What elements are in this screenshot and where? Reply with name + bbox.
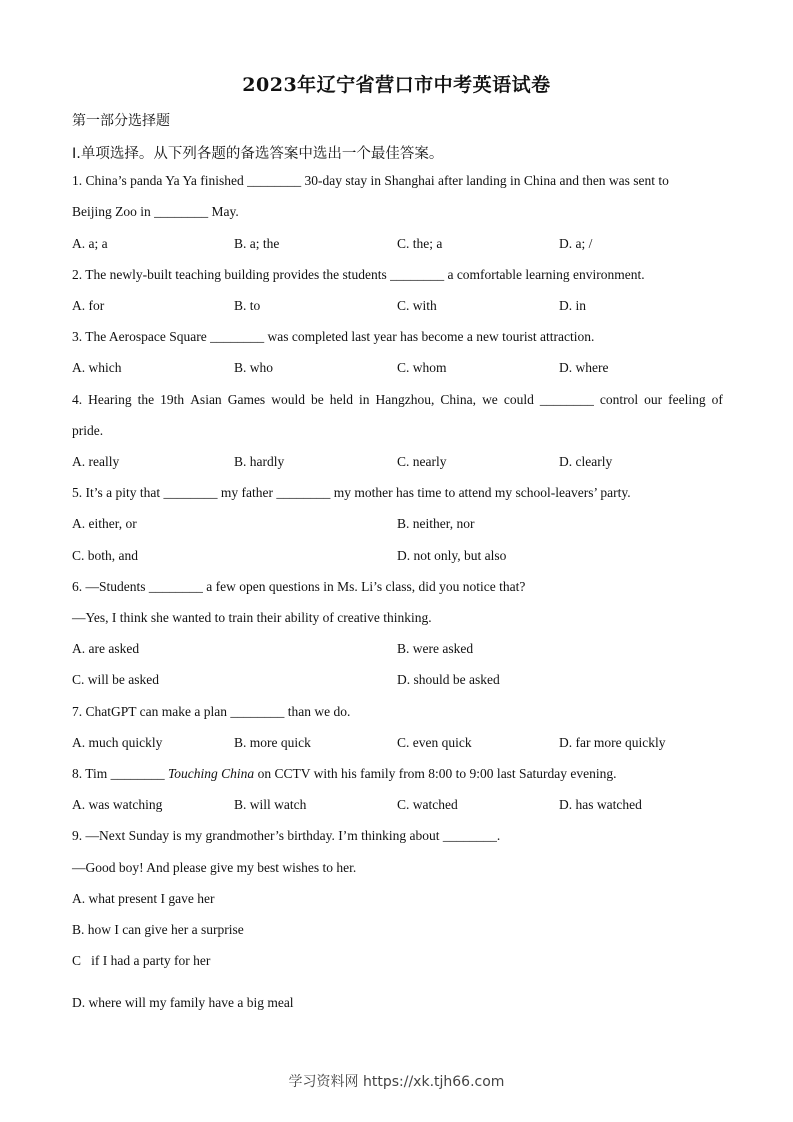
q5-option-a: A. either, or xyxy=(72,516,137,531)
q4-option-a: A. really xyxy=(72,454,120,469)
question-8 xyxy=(72,766,617,782)
footer-watermark: 学习资料网 https://xk.tjh66.com xyxy=(288,1074,505,1090)
q3-option-c: C. whom xyxy=(397,360,447,375)
q2-option-d: D. in xyxy=(559,298,586,313)
q8-text-before: 8. Tim ________ xyxy=(72,766,169,781)
q3-option-b: B. who xyxy=(234,360,274,375)
q4-word: Asian xyxy=(190,392,222,407)
q4-word: Games xyxy=(227,392,266,407)
instruction: Ⅰ.单项选择。从下列各题的备选答案中选出一个最佳答案。 xyxy=(72,146,444,162)
section-heading: 第一部分选择题 xyxy=(72,113,170,129)
q4-word: control xyxy=(599,392,639,407)
q6-option-c: C. will be asked xyxy=(72,672,159,687)
q9-option-b: B. how I can give her a surprise xyxy=(72,922,244,937)
q8-option-b: B. will watch xyxy=(234,797,307,812)
question-2: 2. The newly-built teaching building provides the students ________ a comfortable learning environment. xyxy=(72,267,645,282)
q4-word: the xyxy=(137,392,155,407)
question-6-line-2: —Yes, I think she wanted to train their ability of creative thinking. xyxy=(72,610,432,625)
q4-word: held xyxy=(329,392,353,407)
q8-option-a: A. was watching xyxy=(72,797,163,812)
question-6-line-1: 6. —Students ________ a few open questions in Ms. Li’s class, did you notice that? xyxy=(72,579,526,594)
question-1-line-2: Beijing Zoo in ________ May. xyxy=(72,204,239,219)
question-4-line-1 xyxy=(72,392,723,408)
question-7: 7. ChatGPT can make a plan ________ than we do. xyxy=(72,704,351,719)
q4-word: ________ xyxy=(539,392,594,407)
q5-option-c: C. both, and xyxy=(72,548,138,563)
q5-option-d: D. not only, but also xyxy=(397,548,507,563)
q6-option-d: D. should be asked xyxy=(397,672,500,687)
q6-option-b: B. were asked xyxy=(397,641,474,656)
q3-option-a: A. which xyxy=(72,360,122,375)
question-3: 3. The Aerospace Square ________ was completed last year has become a new tourist attraction. xyxy=(72,329,595,344)
q8-option-c: C. watched xyxy=(397,797,458,812)
q7-option-d: D. far more quickly xyxy=(559,735,666,750)
question-5: 5. It’s a pity that ________ my father ________ my mother has time to attend my school-leavers’ party. xyxy=(72,485,631,500)
q4-word: Hearing xyxy=(88,392,132,407)
q1-option-a: A. a; a xyxy=(72,236,108,251)
q4-option-c: C. nearly xyxy=(397,454,447,469)
page-title: 2023年辽宁省营口市中考英语试卷 xyxy=(242,74,551,96)
q4-word: 4. xyxy=(72,392,83,407)
q4-word: would xyxy=(271,392,305,407)
q2-option-c: C. with xyxy=(397,298,437,313)
question-1-line-1: 1. China’s panda Ya Ya finished ________ 30-day stay in Shanghai after landing in China and then was sent to xyxy=(72,173,669,188)
q8-program-title: Touching China xyxy=(168,766,255,781)
q3-option-d: D. where xyxy=(559,360,609,375)
q2-option-a: A. for xyxy=(72,298,105,313)
q9-option-d: D. where will my family have a big meal xyxy=(72,995,294,1010)
q8-option-d: D. has watched xyxy=(559,797,642,812)
q4-word: in xyxy=(359,392,370,407)
question-9-line-2: —Good boy! And please give my best wishes to her. xyxy=(72,860,357,875)
q1-option-b: B. a; the xyxy=(234,236,280,251)
q9-option-c: C if I had a party for her xyxy=(72,953,211,968)
q5-option-b: B. neither, nor xyxy=(397,516,475,531)
q9-option-a: A. what present I gave her xyxy=(72,891,215,906)
q4-word: Hangzhou, xyxy=(375,392,435,407)
question-9-line-1: 9. —Next Sunday is my grandmother’s birthday. I’m thinking about ________. xyxy=(72,828,501,843)
q4-word: of xyxy=(711,392,723,407)
q7-option-b: B. more quick xyxy=(234,735,311,750)
q4-option-b: B. hardly xyxy=(234,454,285,469)
q4-word: could xyxy=(503,392,534,407)
q4-word: 19th xyxy=(160,392,185,407)
q4-word: be xyxy=(310,392,324,407)
q8-text-after: on CCTV with his family from 8:00 to 9:00 last Saturday evening. xyxy=(254,766,617,781)
q4-option-d: D. clearly xyxy=(559,454,613,469)
q1-option-d: D. a; / xyxy=(559,236,593,251)
q4-word: our xyxy=(644,392,663,407)
question-4-line-2: pride. xyxy=(72,423,104,438)
q1-option-c: C. the; a xyxy=(397,236,443,251)
q2-option-b: B. to xyxy=(234,298,261,313)
q4-word: we xyxy=(482,392,498,407)
q7-option-a: A. much quickly xyxy=(72,735,163,750)
q6-option-a: A. are asked xyxy=(72,641,140,656)
q7-option-c: C. even quick xyxy=(397,735,472,750)
q4-word: feeling xyxy=(668,392,706,407)
q4-word: China, xyxy=(440,392,477,407)
